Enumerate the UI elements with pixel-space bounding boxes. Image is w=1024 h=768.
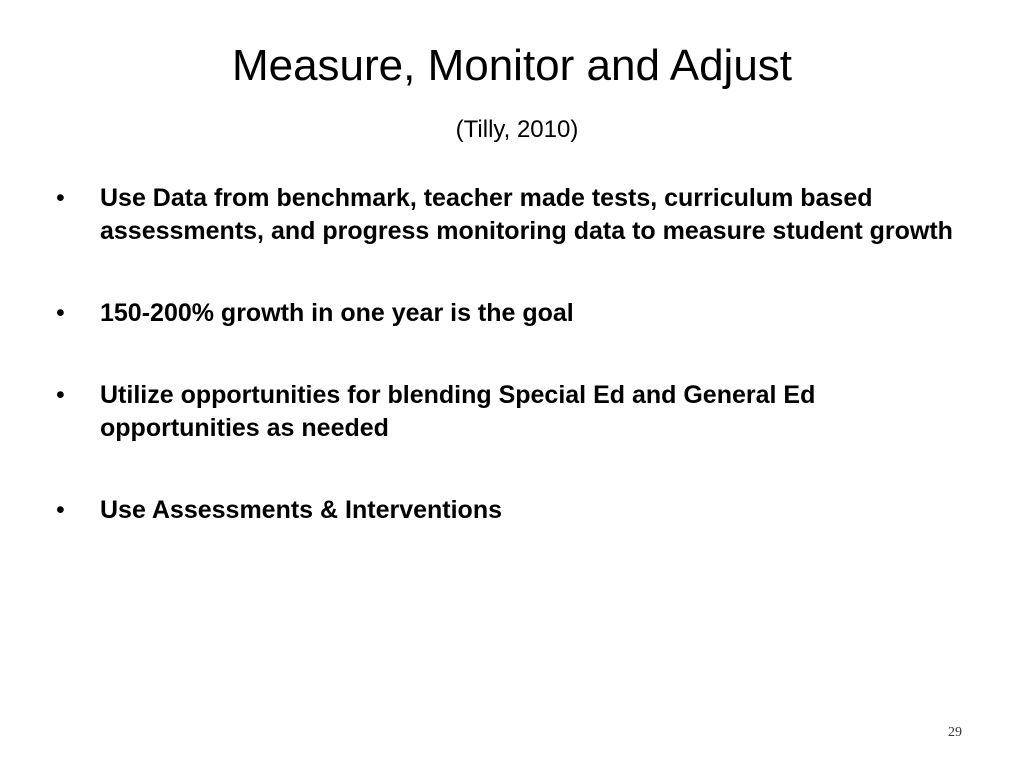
page-number: 29 [948,725,962,740]
slide-subtitle: (Tilly, 2010) [455,116,579,143]
bullet-icon: • [56,184,65,212]
slide-title: Measure, Monitor and Adjust [231,41,793,90]
bullet-item [56,297,956,330]
bullet-list [56,182,956,527]
bullet-icon: • [56,299,65,327]
bullet-text: 150-200% growth in one year is the goal [100,299,574,327]
bullet-text: Utilize opportunities for blending Special Ed and General Ed opportunities as needed [100,381,816,442]
bullet-item [56,494,956,527]
bullet-icon: • [56,496,65,524]
bullet-item [56,379,956,445]
bullet-text: Use Assessments & Interventions [100,496,503,524]
bullet-item [56,182,956,248]
bullet-text: Use Data from benchmark, teacher made tests, curriculum based assessments, and progress monitoring data to measure student growth [100,184,953,245]
bullet-icon: • [56,381,65,409]
